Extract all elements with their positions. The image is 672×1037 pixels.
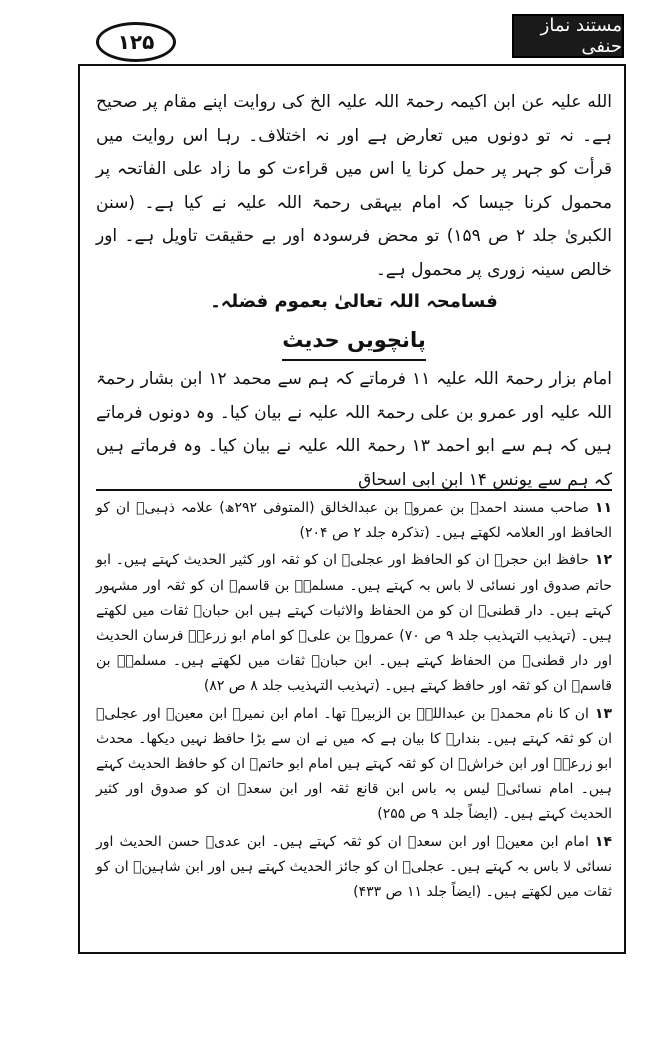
footnote-divider [96,489,612,491]
dua-line: فسامحہ اللہ تعالیٰ بعموم فضلہ۔ [210,291,498,312]
footnote-number: ۱۳ [594,705,612,722]
footnote [96,702,612,828]
footnotes [96,496,612,907]
section-heading-text: پانچویں حدیث [282,323,425,361]
footnote-text: امام ابن معینؒ اور ابن سعدؒ ان کو ثقہ کہتے ہیں۔ ابن عدیؒ حسن الحدیث اور نسائی لا باس بہ کہتے ہیں۔ عجلیؒ ان کو جائز الحدیث کہتے ہیں اور ابن شاہینؒ ان کو ثقات میں لکھتے ہیں۔ (ایضاً جلد ۱۱ ص ۴۳۳) [96,833,612,901]
section-heading [96,323,612,361]
page-number: ۱۲۵ [96,22,176,62]
footnote-number: ۱۱ [594,500,613,516]
footnote [96,496,612,546]
footnote-number: ۱۲ [594,552,612,569]
paragraph-2: امام بزار رحمۃ اللہ علیہ ۱۱ فرماتے کہ ہم سے محمد ۱۲ ابن بشار رحمۃ اللہ علیہ اور عمرو بن علی رحمۃ اللہ علیہ نے بیان کیا۔ وہ دونوں فرماتے ہیں کہ ہم سے ابو احمد ۱۳ رحمۃ اللہ علیہ نے بیان کیا۔ وہ فرماتے ہیں کہ ہم سے یونس ۱۴ ابن ابی اسحاق [96,369,612,490]
footnote-text: ان کا نام محمدؒ بن عبداللہؒ بن الزبیرؒ تھا۔ امام ابن نمیرؒ ابن معینؒ اور عجلیؒ ان کو ثقہ کہتے ہیں۔ بندارؒ کا بیان ہے کہ میں نے ان سے بڑا حافظ نہیں دیکھا۔ محدث ابو زرعہؒ اور ابن خراشؒ ان کو ثقہ کہتے ہیں امام ابو حاتمؒ ان کو حافظ الحدیث کہتے ہیں۔ امام نسائیؒ لیس بہ باس ابن قانع ثقہ اور ابن سعدؒ ان کو صدوق اور کثیر الحدیث کہتے ہیں۔ (ایضاً جلد ۹ ص ۲۵۵) [96,705,612,823]
paragraph-1: الله علیہ عن ابن اکیمہ رحمۃ اللہ علیہ الخ کی روایت اپنے مقام پر صحیح ہے۔ نہ تو دونوں میں تعارض ہے اور نہ اختلاف۔ رہا اس روایت میں قرأت کو جہر پر حمل کرنا یا اس میں قراءت کو ما زاد علی الفاتحہ پر محمول کرنا جیسا کہ امام بیہقی رحمۃ اللہ علیہ نے کیا ہے۔ (سنن الکبریٰ جلد ۲ ص ۱۵۹) تو محض فرسودہ اور بے حقیقت تاویل ہے۔ اور خالص سینہ زوری پر محمول ہے۔ [96,92,612,280]
main-text [96,86,612,497]
footnote-text: صاحب مسند احمدؒ بن عمروؒ بن عبدالخالق (المتوفی ۲۹۲ھ) علامہ ذہبیؒ ان کو الحافظ اور العلامہ لکھتے ہیں۔ (تذکرہ جلد ۲ ص ۲۰۴) [96,500,612,542]
footnote [96,830,612,906]
footnote [96,548,612,699]
footnote-number: ۱۴ [594,833,612,850]
book-title: مستند نماز حنفی [512,14,624,58]
footnote-text: حافظ ابن حجرؒ ان کو الحافظ اور عجلیؒ ان کو ثقہ اور کثیر الحدیث کہتے ہیں۔ ابو حاتم صدوق اور نسائی لا باس بہ کہتے ہیں۔ مسلمہؒ بن قاسمؒ ان کو ثقہ اور مشہور کہتے ہیں۔ دار قطنیؒ ان کو من الحفاظ والاثبات کہتے ہیں ابن حبانؒ ثقات میں لکھتے ہیں۔ (تہذیب التہذیب جلد ۹ ص ۷۰) عمروؒ بن علیؒ کو امام ابو زرعہؒ فرسان الحدیث اور دار قطنیؒ من الحفاظ کہتے ہیں۔ ابن حبانؒ ثقات میں لکھتے ہیں۔ مسلمہؒ بن قاسمؒ ان کو ثقہ اور حافظ کہتے ہیں۔ (تہذیب التہذیب جلد ۸ ص ۸۲) [96,552,612,695]
